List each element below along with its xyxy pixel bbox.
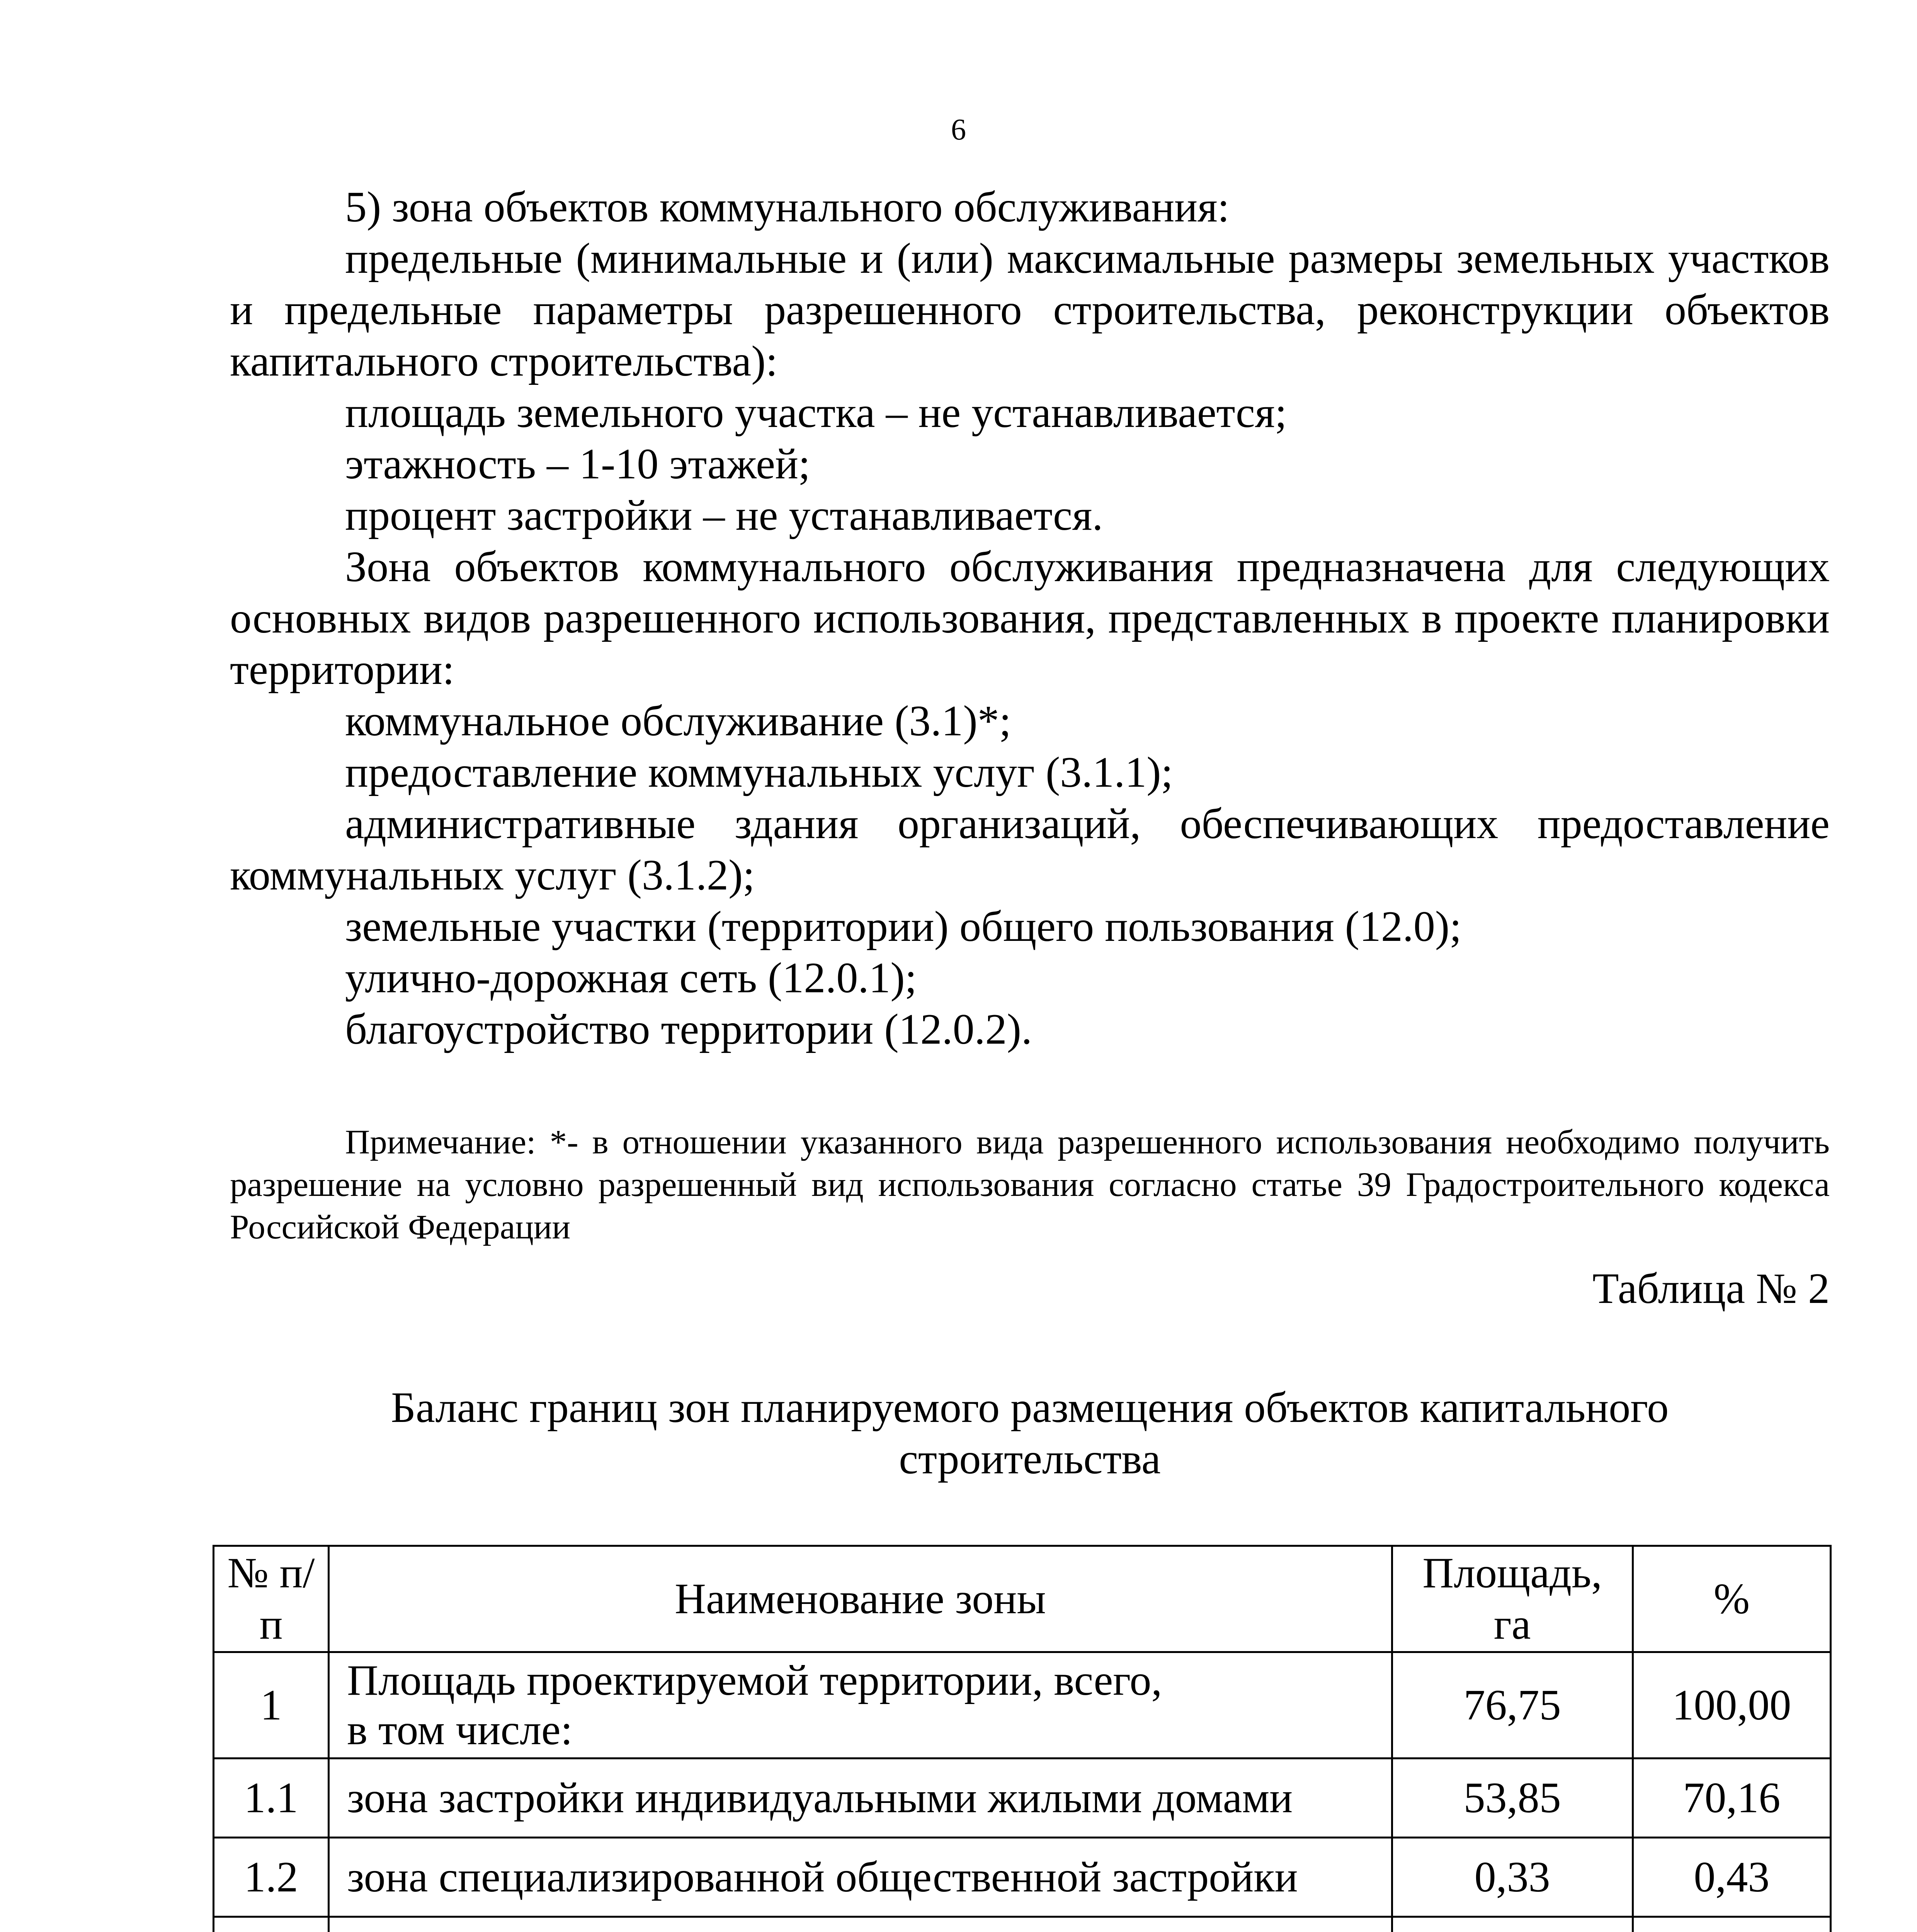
table-header-row bbox=[214, 1546, 1831, 1652]
cell-area: 76,75 bbox=[1392, 1652, 1633, 1759]
zone-balance-table bbox=[213, 1545, 1832, 1932]
use-item: административные здания организаций, обеспечивающих предоставление коммунальных услуг (3.1.2); bbox=[230, 800, 1830, 899]
zone-heading: 5) зона объектов коммунального обслуживания: bbox=[345, 183, 1230, 231]
cell-percent: 0,43 bbox=[1633, 1838, 1830, 1917]
limits-intro: предельные (минимальные и (или) максимальные размеры земельных участков и предельные параметры разрешенного строительства, реконструкции объектов капитального строительства): bbox=[230, 235, 1830, 385]
use-item: благоустройство территории (12.0.2). bbox=[345, 1005, 1032, 1053]
cell-name: зона специализированной общественной застройки bbox=[329, 1838, 1392, 1917]
cell-area bbox=[1392, 1917, 1633, 1932]
cell-num: 1.1 bbox=[214, 1759, 329, 1838]
cell-percent: 70,16 bbox=[1633, 1759, 1830, 1838]
table-row bbox=[214, 1759, 1831, 1838]
cell-area: 0,33 bbox=[1392, 1838, 1633, 1917]
header-name: Наименование зоны bbox=[329, 1546, 1392, 1652]
total-name-line1: Площадь проектируемой территории, всего, bbox=[347, 1656, 1162, 1704]
cell-area: 53,85 bbox=[1392, 1759, 1633, 1838]
header-percent: % bbox=[1633, 1546, 1830, 1652]
cell-percent bbox=[1633, 1917, 1830, 1932]
use-item: коммунальное обслуживание (3.1)*; bbox=[345, 697, 1011, 745]
header-num: № п/п bbox=[214, 1546, 329, 1652]
use-item: улично-дорожная сеть (12.0.1); bbox=[345, 954, 917, 1002]
cell-percent: 100,00 bbox=[1633, 1652, 1830, 1759]
cell-name: зона застройки индивидуальными жилыми домами bbox=[329, 1759, 1392, 1838]
cell-num: 1 bbox=[214, 1652, 329, 1759]
table-row bbox=[214, 1917, 1831, 1932]
parameter-item: этажность – 1-10 этажей; bbox=[345, 440, 810, 488]
use-item: предоставление коммунальных услуг (3.1.1); bbox=[345, 748, 1173, 796]
cell-name bbox=[329, 1917, 1392, 1932]
table-label: Таблица № 2 bbox=[1592, 1265, 1830, 1313]
parameter-item: процент застройки – не устанавливается. bbox=[345, 492, 1103, 539]
parameter-item: площадь земельного участка – не устанавливается; bbox=[345, 389, 1287, 437]
header-area: Площадь, га bbox=[1392, 1546, 1633, 1652]
table-row bbox=[214, 1838, 1831, 1917]
use-item: земельные участки (территории) общего пользования (12.0); bbox=[345, 903, 1462, 951]
table-row-total bbox=[214, 1652, 1831, 1759]
cell-num bbox=[214, 1917, 329, 1932]
table-title: Баланс границ зон планируемого размещения объектов капитального строительства bbox=[391, 1384, 1669, 1483]
footnote: Примечание: *- в отношении указанного вида разрешенного использования необходимо получить разрешение на условно разрешенный вид использования согласно статье 39 Градостроительного кодекса Российской Федерации bbox=[230, 1123, 1830, 1246]
total-name-line2: в том числе: bbox=[347, 1706, 573, 1754]
cell-num: 1.2 bbox=[214, 1838, 329, 1917]
purpose-intro: Зона объектов коммунального обслуживания предназначена для следующих основных видов разрешенного использования, представленных в проекте планировки территории: bbox=[230, 543, 1830, 694]
page-number: 6 bbox=[951, 112, 966, 146]
document-body bbox=[227, 182, 1830, 1932]
cell-name bbox=[329, 1652, 1392, 1759]
